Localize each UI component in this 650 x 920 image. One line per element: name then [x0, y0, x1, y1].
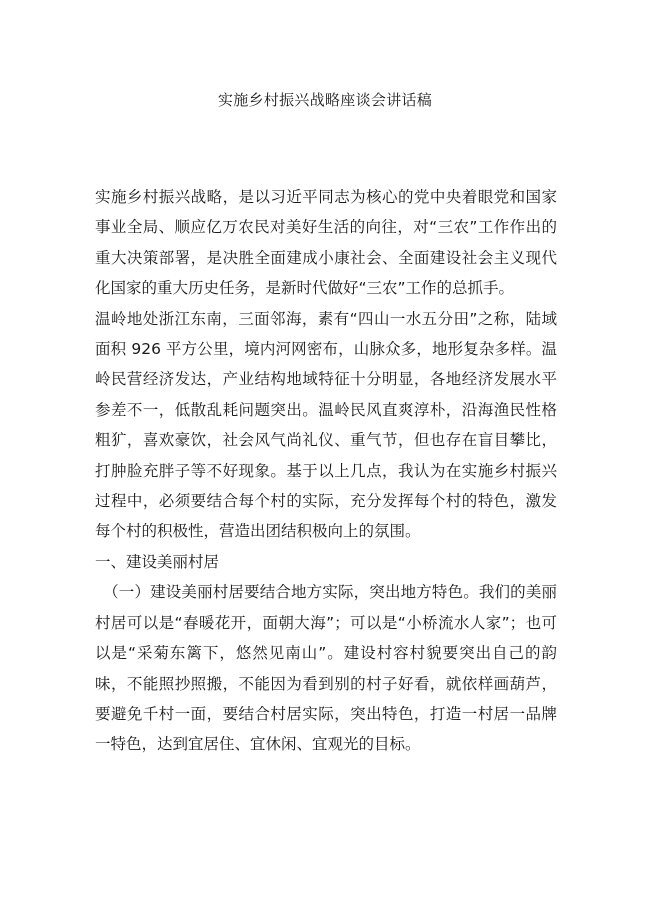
intro-paragraph: 实施乡村振兴战略，是以习近平同志为核心的党中央着眼党和国家事业全局、顺应亿万农民对美好生活的向往，对“三农”工作作出的重大决策部署，是决胜全面建成小康社会、全面建设社会主义现代化国家的重大历史任务，是新时代做好“三农”工作的总抓手。: [95, 188, 557, 298]
document-title: 实施乡村振兴战略座谈会讲话稿: [217, 91, 433, 109]
section-heading: 一、建设美丽村居: [95, 552, 220, 571]
background-paragraph: 温岭地处浙江东南，三面邻海，素有“四山一水五分田”之称，陆域面积 926 平方公里，境内河网密布，山脉众多，地形复杂多样。温岭民营经济发达，产业结构地域特征十分明显，各地经济发展水平参差不一，低散乱耗问题突出。温岭民风直爽淳朴，沿海渔民性格粗犷，喜欢豪饮，社会风气尚礼仪、重气节，但也存在盲目攀比，打肿脸充胖子等不好现象。基于以上几点，我认为在实施乡村振兴过程中，必须要结合每个村的实际，充分发挥每个村的特色，激发每个村的积极性，营造出团结积极向上的氛围。: [95, 309, 557, 541]
subsection-paragraph: [95, 577, 557, 759]
subsection-paragraph-text: （一）建设美丽村居要结合地方实际，突出地方特色。我们的美丽村居可以是“春暖花开，面朝大海”；可以是“小桥流水人家”；也可以是“采菊东篱下，悠然见南山”。建设村容村貌要突出自己的韵味，不能照抄照搬，不能因为看到别的村子好看，就依样画葫芦，要避免千村一面，要结合村居实际，突出特色，打造一村居一品牌一特色，达到宜居住、宜休闲、宜观光的目标。: [95, 583, 557, 754]
document-body: [95, 182, 557, 760]
